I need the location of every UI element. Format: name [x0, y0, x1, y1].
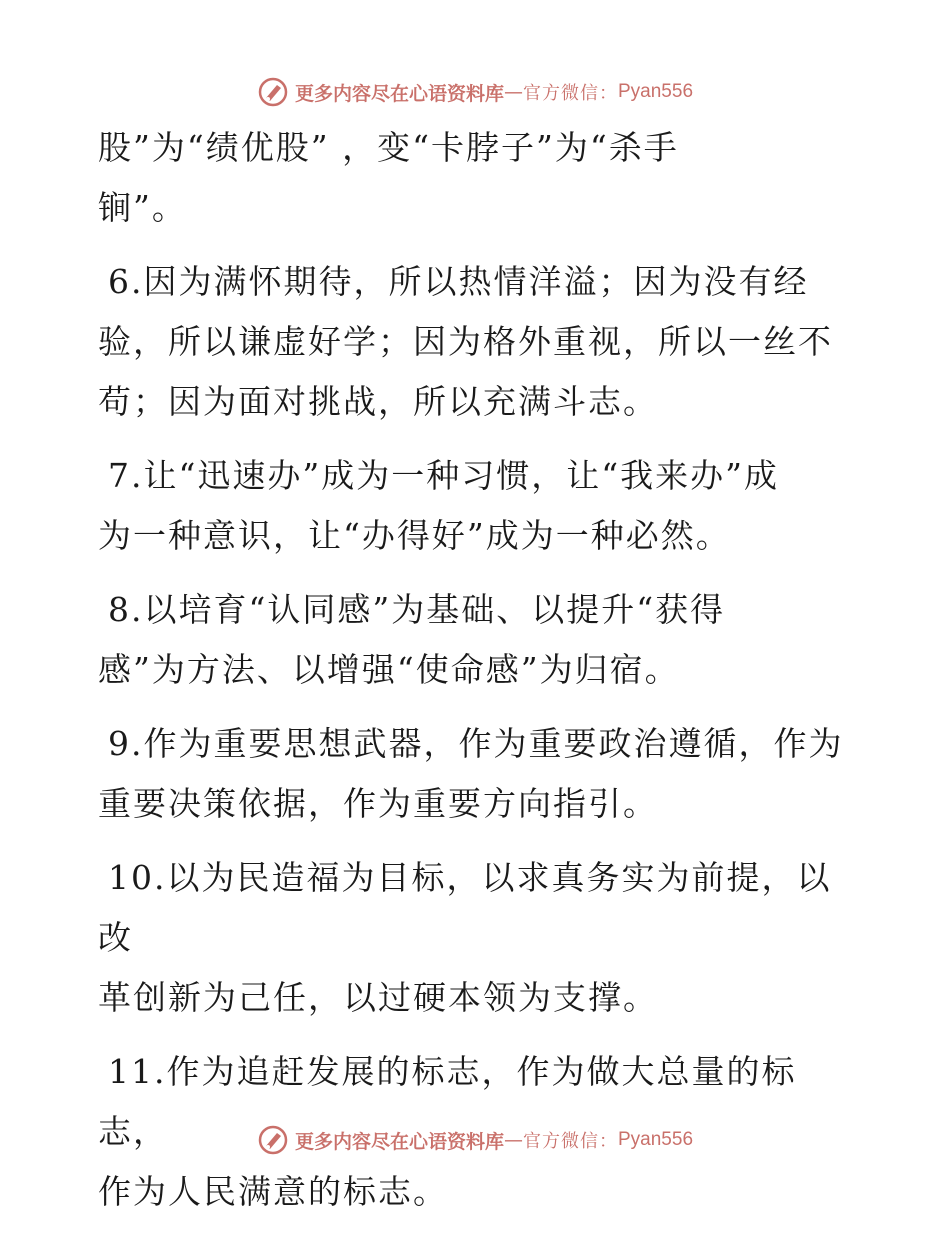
item-number: 6. [108, 262, 144, 301]
item-number: 11. [108, 1052, 167, 1091]
item-text: 让“迅速办”成为一种习惯，让“我来办”成 为一种意识，让“办得好”成为一种必然。 [98, 456, 779, 555]
banner-wechat-label: 官方微信： [523, 83, 618, 104]
banner-wechat-id: Pyan556 [618, 1129, 694, 1150]
banner-wechat-id: Pyan556 [618, 81, 694, 102]
header-watermark-banner [0, 72, 950, 112]
item-number: 9. [108, 724, 144, 763]
list-item-7 [98, 446, 858, 566]
banner-separator: — [504, 1129, 523, 1151]
banner-separator: — [504, 81, 523, 103]
pen-nib-logo-icon [257, 76, 289, 108]
list-item-9 [98, 714, 858, 834]
banner-wechat-label: 官方微信： [523, 1131, 618, 1152]
item-text: 作为追赶发展的标志，作为做大总量的标志， 作为人民满意的标志。 [98, 1052, 797, 1211]
banner-main-text: 更多内容尽在心语资料库 [294, 1130, 504, 1153]
item-text: 以培育“认同感”为基础、以提升“获得 感”为方法、以增强“使命感”为归宿。 [98, 590, 726, 689]
pen-nib-logo-icon [257, 1124, 289, 1156]
item-number: 7. [108, 456, 144, 495]
list-item-6 [98, 252, 858, 432]
banner-main-text: 更多内容尽在心语资料库 [294, 82, 504, 105]
paragraph-text: 股”为“绩优股” ，变“卡脖子”为“杀手 锏”。 [98, 128, 679, 227]
item-text: 作为重要思想武器，作为重要政治遵循，作为 重要决策依据，作为重要方向指引。 [98, 724, 844, 823]
footer-watermark-banner [0, 1120, 950, 1160]
paragraph-continuation [98, 118, 858, 238]
list-item-8 [98, 580, 858, 700]
item-text: 因为满怀期待，所以热情洋溢；因为没有经 验，所以谦虚好学；因为格外重视，所以一丝不 苟；因为面对挑战，所以充满斗志。 [98, 262, 833, 421]
list-item-10 [98, 848, 858, 1028]
item-number: 8. [108, 590, 144, 629]
document-body [98, 118, 858, 1236]
item-number: 10. [108, 858, 167, 897]
item-text: 以为民造福为目标，以求真务实为前提，以改 革创新为己任，以过硬本领为支撑。 [98, 858, 832, 1017]
